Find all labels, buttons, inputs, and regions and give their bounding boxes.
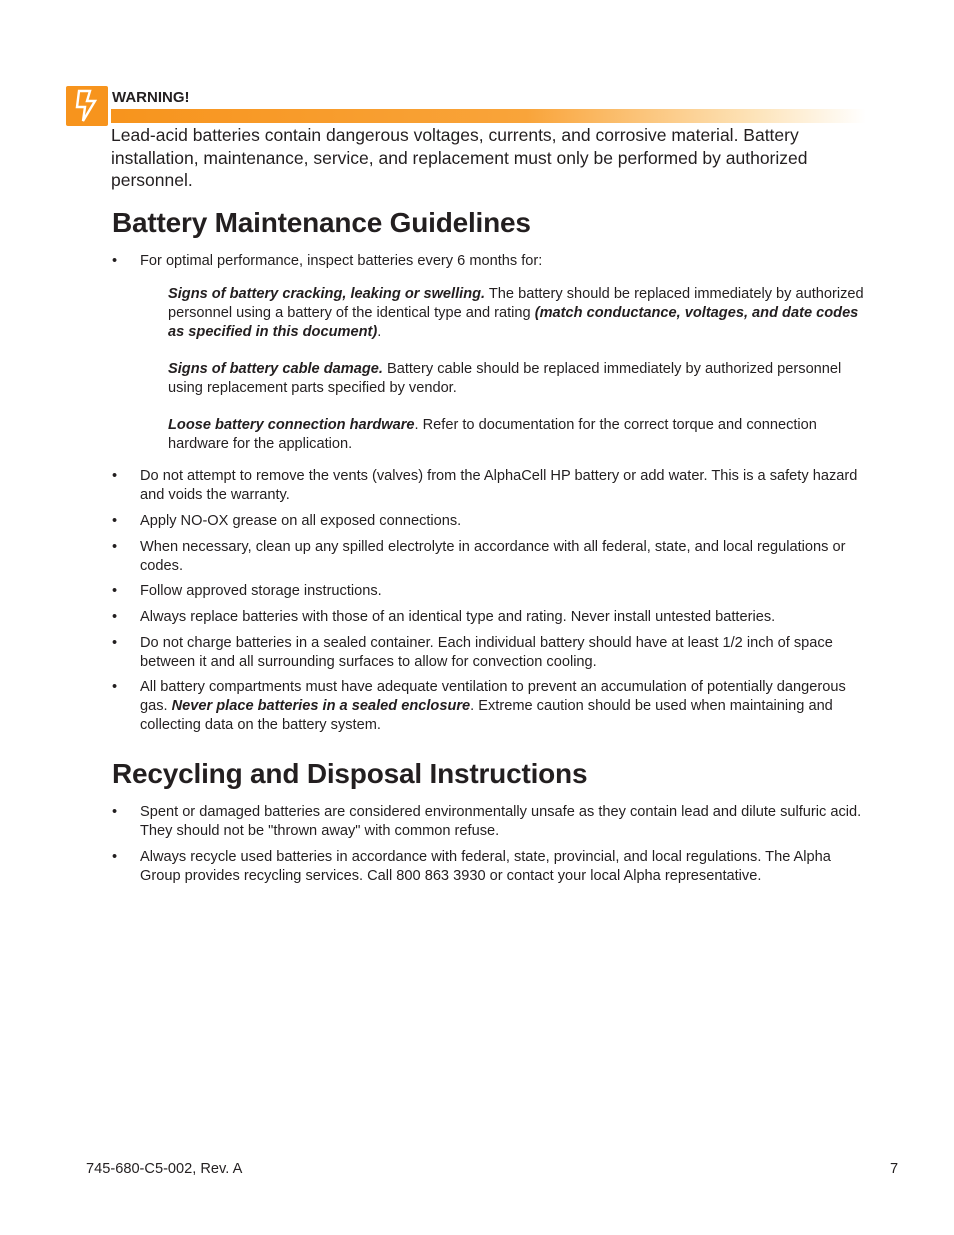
check-text-end: .	[377, 324, 382, 340]
bullet-text: Do not charge batteries in a sealed container. Each individual battery should have at least 1/2 inch of space between it and all surrounding surfaces to allow for convection cooling.	[140, 635, 833, 670]
bullet-marker: •	[112, 468, 118, 484]
bullet-text: Do not attempt to remove the vents (valves) from the AlphaCell HP battery or add water. This is a safety hazard and voids the warranty.	[140, 468, 858, 503]
bullet-text: When necessary, clean up any spilled electrolyte in accordance with all federal, state, and local regulations or codes.	[140, 539, 846, 574]
bullet-marker: •	[112, 253, 118, 269]
check-text: The battery should be replaced immediately by authorized personnel using a battery of the identical type and rating	[168, 286, 864, 321]
ventilation-text	[140, 678, 872, 735]
lightning-warning-icon	[66, 86, 108, 126]
warning-bar	[111, 109, 866, 123]
inspection-check	[168, 416, 873, 454]
list-item	[112, 848, 872, 886]
bullet-text: Apply NO-OX grease on all exposed connections.	[140, 513, 462, 529]
list-item	[112, 678, 872, 735]
bullet-marker: •	[112, 849, 118, 865]
recycling-heading: Recycling and Disposal Instructions	[112, 758, 588, 789]
bullet-marker: •	[112, 583, 118, 599]
bullet-marker: •	[112, 609, 118, 625]
bullet-marker: •	[112, 804, 118, 820]
bullet-marker: •	[112, 635, 118, 651]
check-lead: Signs of battery cable damage.	[168, 361, 383, 377]
warning-title: WARNING!	[112, 89, 190, 106]
list-item	[112, 634, 872, 672]
list-item	[112, 803, 872, 841]
list-item	[112, 252, 872, 271]
list-item	[112, 467, 872, 505]
ventilation-emphasis: Never place batteries in a sealed enclosure	[171, 698, 471, 714]
list-item	[112, 608, 872, 627]
bullet-text: Always recycle used batteries in accordance with federal, state, provincial, and local regulations. The Alpha Group provides recycling services. Call 800 863 3930 or contact your local Alpha representative.	[140, 849, 831, 884]
warning-text: Lead-acid batteries contain dangerous voltages, currents, and corrosive material. Battery installation, maintenance, service, and replacement must only be performed by authorized personnel.	[111, 125, 808, 190]
bullet-marker: •	[112, 539, 118, 555]
list-item	[112, 538, 872, 576]
inspection-check	[168, 285, 873, 342]
document-number: 745-680-C5-002, Rev. A	[86, 1161, 243, 1177]
check-text: Battery cable should be replaced immediately by authorized personnel using replacement parts specified by vendor.	[168, 361, 842, 396]
check-emphasis: (match conductance, voltages, and date codes as specified in this document)	[168, 305, 859, 340]
list-item	[112, 512, 872, 531]
bullet-text: Follow approved storage instructions.	[140, 583, 382, 599]
page-number: 7	[890, 1161, 899, 1177]
bullet-marker: •	[112, 513, 118, 529]
list-item	[112, 582, 872, 601]
ventilation-text-end: . Extreme caution should be used when maintaining and collecting data on the battery system.	[140, 698, 833, 733]
check-lead: Loose battery connection hardware	[168, 417, 415, 433]
check-text: . Refer to documentation for the correct torque and connection hardware for the application.	[168, 417, 817, 452]
bullet-text: Spent or damaged batteries are considered environmentally unsafe as they contain lead and dilute sulfuric acid. They should not be "thrown away" with common refuse.	[140, 804, 862, 839]
maintenance-intro: For optimal performance, inspect batteries every 6 months for:	[140, 253, 543, 269]
ventilation-text-start: All battery compartments must have adequate ventilation to prevent an accumulation of potentially dangerous gas.	[140, 679, 846, 714]
bullet-text: Always replace batteries with those of an identical type and rating. Never install untested batteries.	[140, 609, 776, 625]
bullet-marker: •	[112, 679, 118, 695]
inspection-check	[168, 360, 873, 398]
check-lead: Signs of battery cracking, leaking or swelling.	[168, 286, 486, 302]
maintenance-heading: Battery Maintenance Guidelines	[112, 207, 531, 238]
